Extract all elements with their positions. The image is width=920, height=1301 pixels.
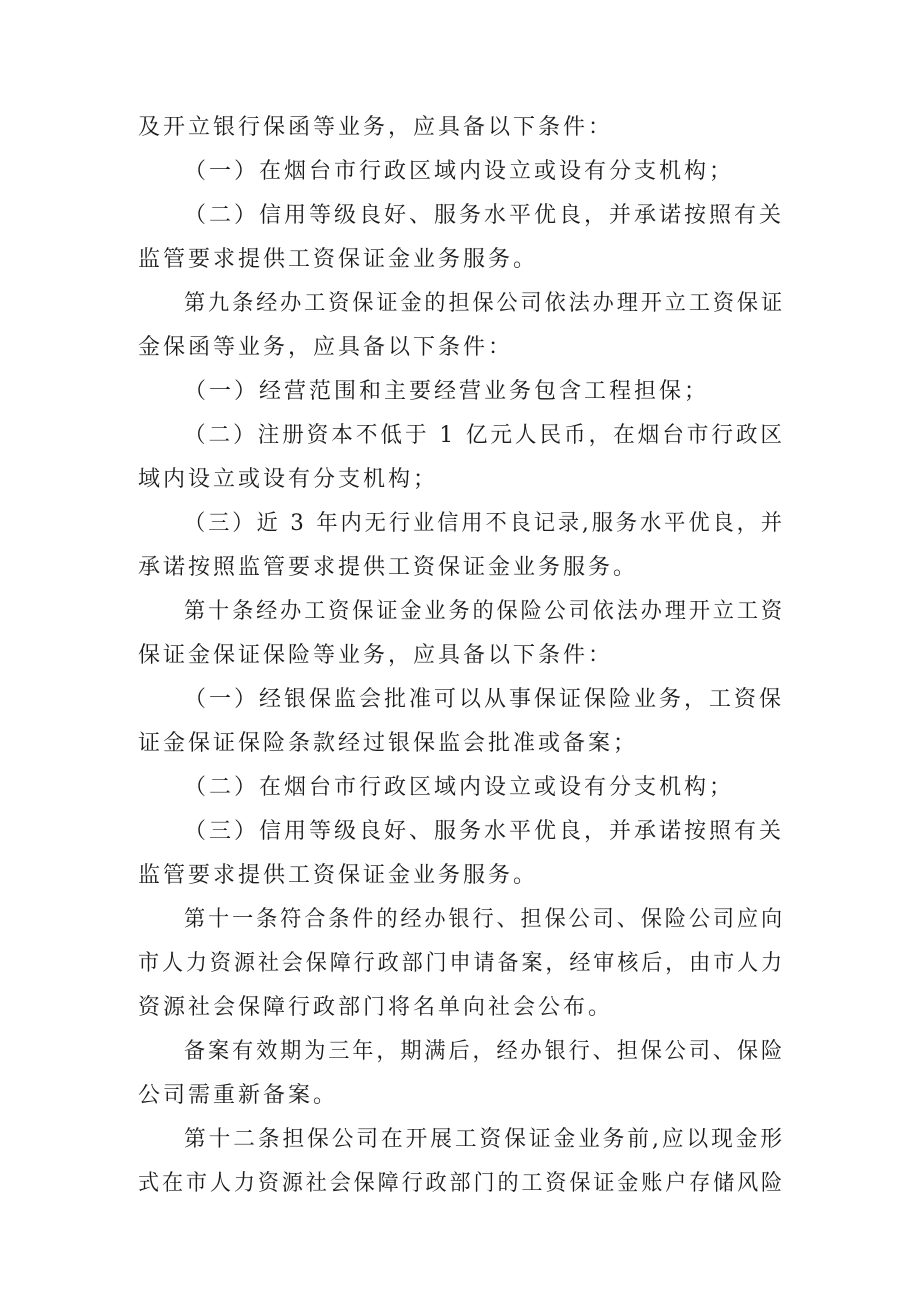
- text-line-16: （二）在烟台市行政区域内设立或设有分支机构；: [184, 775, 735, 800]
- text-line-15: 证金保证保险条款经过银保监会批准或备案；: [138, 731, 639, 756]
- text-line-1: 及开立银行保函等业务，应具备以下条件：: [138, 115, 614, 140]
- text-line-20: 市人力资源社会保障行政部门申请备案，经审核后，由市人力: [138, 951, 786, 976]
- text-line-13: 保证金保证保险等业务，应具备以下条件：: [138, 643, 614, 668]
- text-line-25: 式在市人力资源社会保障行政部门的工资保证金账户存储风险: [138, 1171, 786, 1196]
- text-line-14: （一）经银保监会批准可以从事保证保险业务，工资保: [184, 687, 785, 712]
- text-line-19: 第十一条符合条件的经办银行、担保公司、保险公司应向: [184, 907, 786, 932]
- text-line-18: 监管要求提供工资保证金业务服务。: [138, 863, 539, 888]
- text-line-12: 第十条经办工资保证金业务的保险公司依法办理开立工资: [184, 599, 786, 624]
- text-line-5: 第九条经办工资保证金的担保公司依法办理开立工资保证: [184, 291, 786, 316]
- text-line-8: （二）注册资本不低于 1 亿元人民币，在烟台市行政区: [184, 423, 785, 448]
- text-line-3: （二）信用等级良好、服务水平优良，并承诺按照有关: [184, 203, 785, 228]
- text-line-4: 监管要求提供工资保证金业务服务。: [138, 247, 539, 272]
- text-line-6: 金保函等业务，应具备以下条件：: [138, 335, 514, 360]
- text-line-11: 承诺按照监管要求提供工资保证金业务服务。: [138, 555, 639, 580]
- text-line-24: 第十二条担保公司在开展工资保证金业务前,应以现金形: [184, 1127, 785, 1152]
- text-line-10: （三）近 3 年内无行业信用不良记录,服务水平优良，并: [184, 511, 785, 536]
- text-line-7: （一）经营范围和主要经营业务包含工程担保；: [184, 379, 710, 404]
- text-line-22: 备案有效期为三年，期满后，经办银行、担保公司、保险: [184, 1039, 786, 1064]
- text-line-21: 资源社会保障行政部门将名单向社会公布。: [138, 995, 614, 1020]
- text-line-17: （三）信用等级良好、服务水平优良，并承诺按照有关: [184, 819, 785, 844]
- text-line-9: 域内设立或设有分支机构；: [138, 467, 439, 492]
- text-line-2: （一）在烟台市行政区域内设立或设有分支机构；: [184, 159, 735, 184]
- text-line-23: 公司需重新备案。: [138, 1083, 339, 1108]
